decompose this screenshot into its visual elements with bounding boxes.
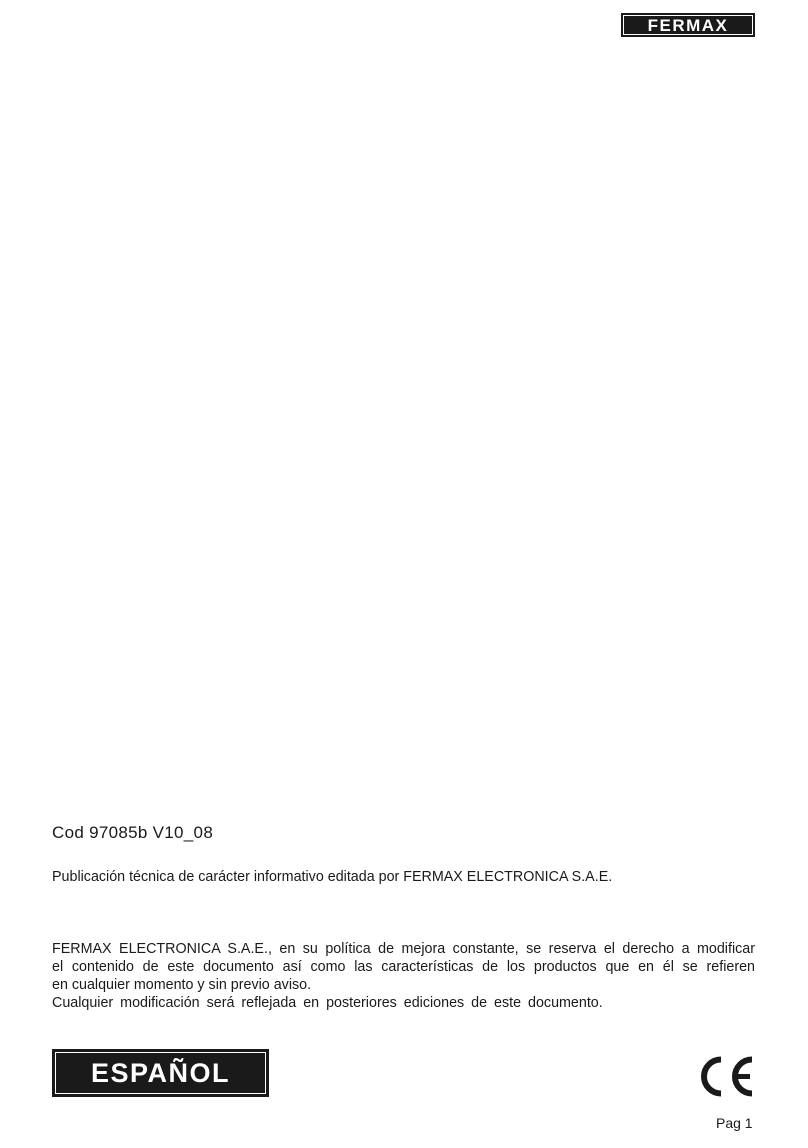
language-badge [52, 1049, 269, 1097]
disclaimer-line: el contenido de este documento así como las características de los productos que en él se refieren [52, 959, 755, 975]
disclaimer [52, 940, 755, 1012]
publication-note: Publicación técnica de carácter informativo editada por FERMAX ELECTRONICA S.A.E. [52, 869, 613, 885]
disclaimer-line: FERMAX ELECTRONICA S.A.E., en su política de mejora constante, se reserva el derecho a modificar [52, 941, 755, 957]
document-code: Cod 97085b V10_08 [52, 823, 214, 842]
logo-text: FERMAX [623, 15, 753, 35]
page-number: Pag 1 [716, 1115, 753, 1131]
disclaimer-line: en cualquier momento y sin previo aviso. [52, 977, 312, 993]
language-label: ESPAÑOL [55, 1052, 266, 1094]
fermax-logo [621, 13, 755, 37]
ce-mark-icon [694, 1054, 756, 1099]
disclaimer-line: Cualquier modificación será reflejada en posteriores ediciones de este documento. [52, 995, 603, 1011]
